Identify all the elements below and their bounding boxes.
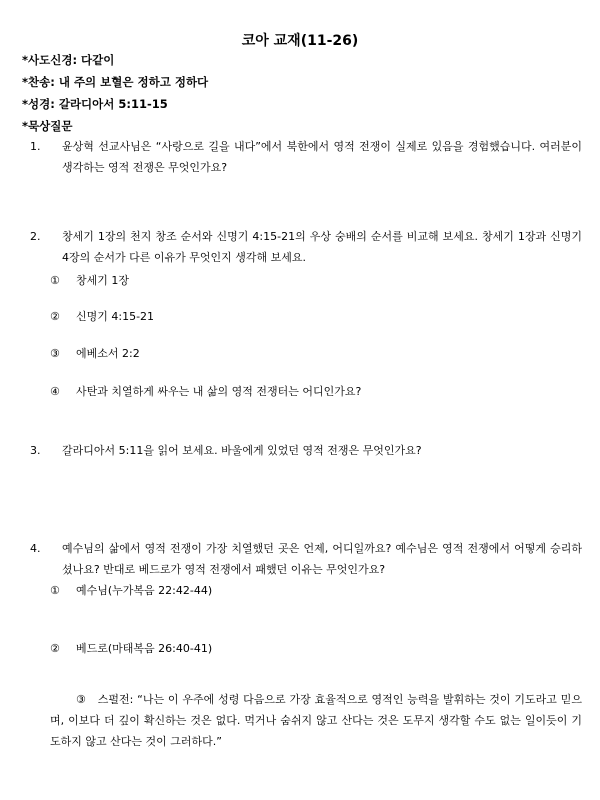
sub-item-text: 창세기 1장 (76, 274, 129, 287)
question-text: 윤상혁 선교사님은 “사랑으로 길을 내다”에서 북한에서 영적 전쟁이 실제로 있음을 경험했습니다. 여러분이 생각하는 영적 전쟁은 무엇인가요? (62, 140, 582, 174)
question-text: 예수님의 삶에서 영적 전쟁이 가장 치열했던 곳은 언제, 어디일까요? 예수님은 영적 전쟁에서 어떻게 승리하셨나요? 반대로 베드로가 영적 전쟁에서 패했던 이유는 무엇인가요? (62, 542, 582, 576)
question-number: 4. (30, 542, 41, 555)
sub-item (50, 270, 582, 291)
sub-item-marker: ④ (50, 385, 60, 398)
sub-item (50, 306, 582, 327)
sub-item (50, 580, 582, 601)
hymn-line: *찬송: 내 주의 보혈은 정하고 정하다 (22, 75, 209, 89)
sub-item-marker: ③ (76, 693, 87, 706)
question-text: 창세기 1장의 천지 창조 순서와 신명기 4:15-21의 우상 숭배의 순서를 비교해 보세요. 창세기 1장과 신명기 4장의 순서가 다른 이유가 무엇인지 생각해 보세요. (62, 230, 582, 264)
sub-item-text: 신명기 4:15-21 (76, 310, 155, 323)
question-3 (30, 440, 582, 461)
sub-item-marker: ② (50, 310, 60, 323)
question-4 (30, 538, 582, 580)
sub-item-marker: ① (50, 274, 60, 287)
question-2 (30, 226, 582, 268)
sub-item-text: 예수님(누가복음 22:42-44) (76, 584, 213, 597)
sub-item-text: 에베소서 2:2 (76, 347, 140, 360)
sub-item-marker: ① (50, 584, 60, 597)
sub-item-marker: ③ (50, 347, 60, 360)
spurgeon-quote (50, 689, 582, 752)
meditation-questions-heading: *묵상질문 (22, 119, 73, 133)
question-number: 1. (30, 140, 41, 153)
question-number: 2. (30, 230, 41, 243)
quote-text: 스펄전: “나는 이 우주에 성령 다음으로 가장 효율적으로 영적인 능력을 발휘하는 것이 기도라고 믿으며, 이보다 더 깊이 확신하는 것은 없다. 먹거나 숨쉬지 않고 산다는 것은 도무지 생각할 수도 없는 일이듯이 기도하지 않고 산다는 것이 그러하다.” (50, 693, 582, 748)
sub-item (50, 381, 582, 402)
sub-item-text (50, 689, 582, 752)
question-text: 갈라디아서 5:11을 읽어 보세요. 바울에게 있었던 영적 전쟁은 무엇인가요? (62, 444, 422, 457)
sub-item-text: 사탄과 치열하게 싸우는 내 삶의 영적 전쟁터는 어디인가요? (76, 385, 362, 398)
apostles-creed-line: *사도신경: 다같이 (22, 53, 115, 67)
page-title: 코아 교재(11-26) (241, 33, 359, 49)
sub-item-text: 베드로(마태복음 26:40-41) (76, 642, 213, 655)
scripture-line: *성경: 갈라디아서 5:11-15 (22, 97, 168, 111)
sub-item (50, 343, 582, 364)
question-number: 3. (30, 444, 41, 457)
question-1 (30, 136, 582, 178)
sub-item (50, 638, 582, 659)
sub-item-marker: ② (50, 642, 60, 655)
